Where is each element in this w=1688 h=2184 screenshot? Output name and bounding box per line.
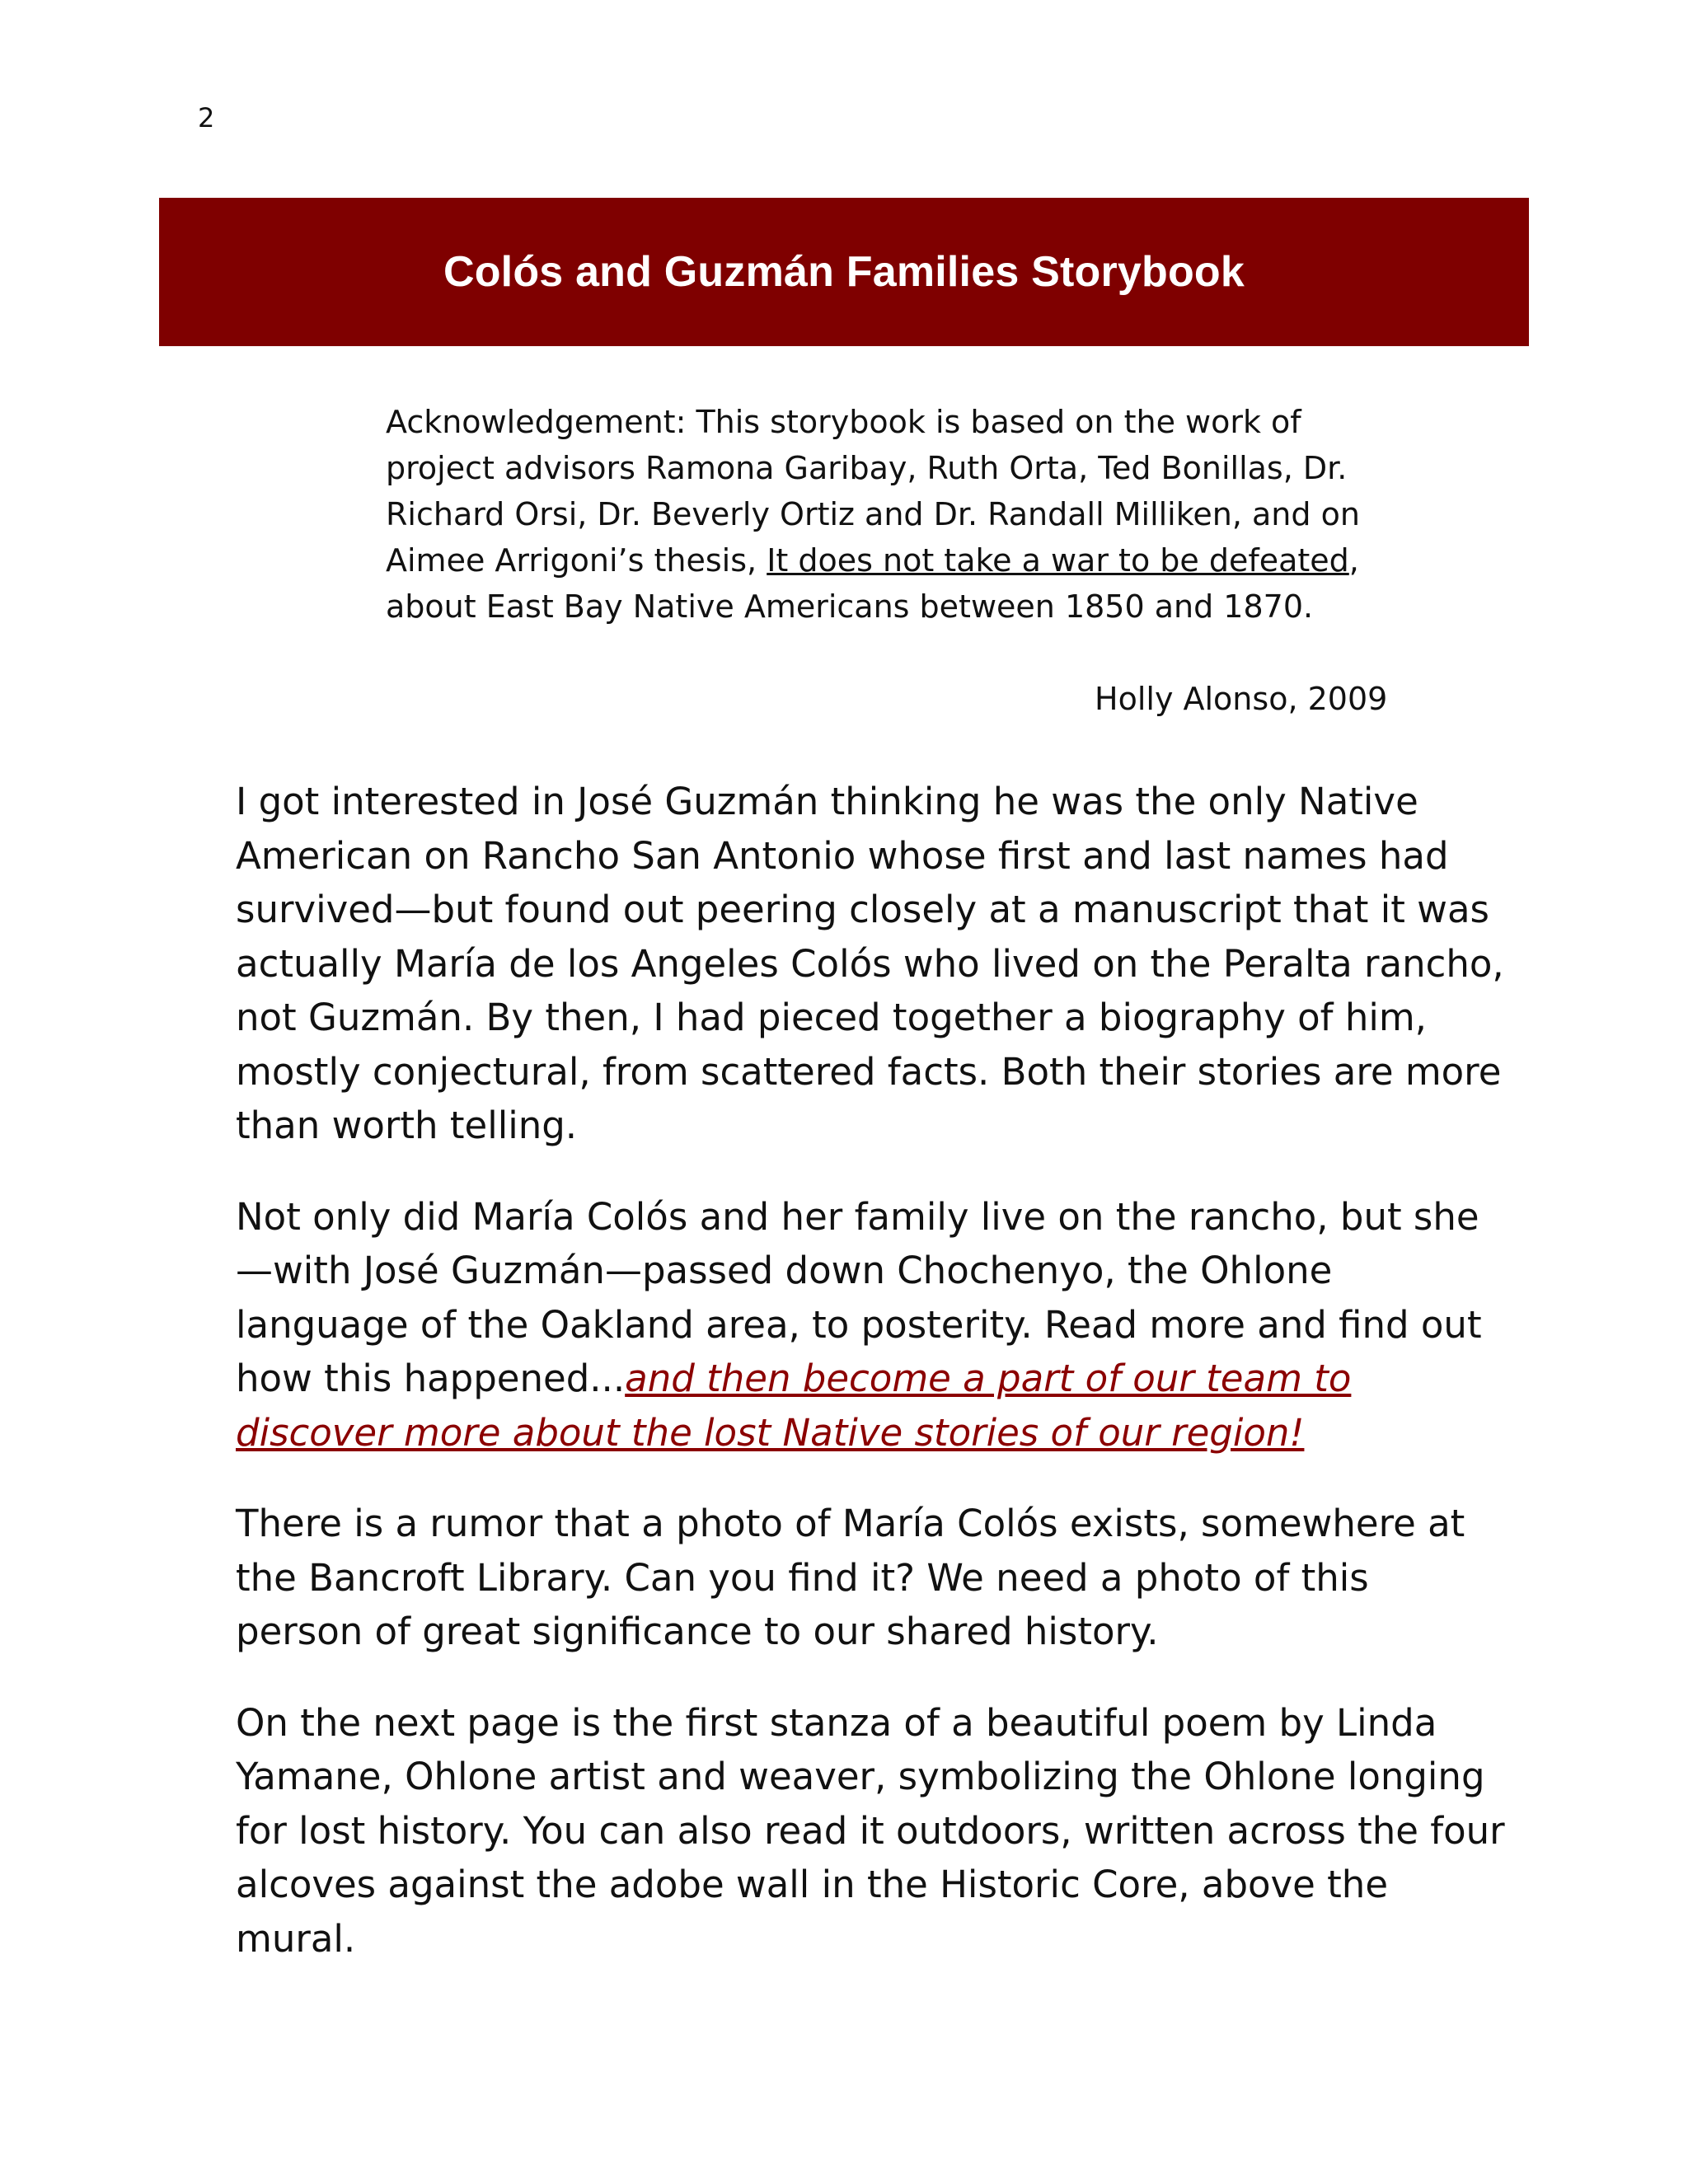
title-banner [159, 198, 1529, 346]
paragraph-intro: I got interested in José Guzmán thinking he was the only Native American on Rancho San Antonio whose first and last names had survived—but found out peering closely at a manuscript that it was actually María de los Angeles Colós who lived on the Peralta rancho, not Guzmán. By then, I had pieced together a biography of him, mostly conjectural, from scattered facts. Both their stories are more than worth telling. [236, 780, 1504, 1147]
page-number: 2 [198, 102, 215, 134]
call-to-action-link[interactable]: and then become a part of our team to discover more about the lost Native stories of our region! [236, 1357, 1352, 1455]
paragraph-photo-rumor: There is a rumor that a photo of María Colós exists, somewhere at the Bancroft Library. Can you find it? We need a photo of this person of great significance to our shared history. [236, 1502, 1465, 1653]
acknowledgement-block [386, 399, 1367, 630]
thesis-title: It does not take a war to be defeated [767, 542, 1349, 579]
acknowledgement-text-end: , about East Bay Native Americans between 1850 and 1870. [386, 542, 1359, 625]
paragraph-chochenyo [236, 1190, 1505, 1460]
story-body [236, 775, 1505, 2003]
paragraph-poem-intro: On the next page is the first stanza of a beautiful poem by Linda Yamane, Ohlone artist and weaver, symbolizing the Ohlone longing for lost history. You can also read it outdoors, written across the four alcoves against the adobe wall in the Historic Core, above the mural. [236, 1700, 1505, 1961]
paragraph-chochenyo-text: Not only did María Colós and her family live on the rancho, but she—with José Guzmán—passed down Chochenyo, the Ohlone language of the Oakland area, to posterity. Read more and find out how this happened... [236, 1194, 1482, 1400]
acknowledgement-text-start: Acknowledgement: This storybook is based on the work of project advisors Ramona Garibay, Ruth Orta, Ted Bonillas, Dr. Richard Orsi, Dr. Beverly Ortiz and Dr. Randall Milliken, and on Aimee Arrigoni’s thesis, [386, 404, 1360, 579]
acknowledgement-signature: Holly Alonso, 2009 [1095, 681, 1388, 717]
page-title: Colós and Guzmán Families Storybook [443, 248, 1245, 296]
